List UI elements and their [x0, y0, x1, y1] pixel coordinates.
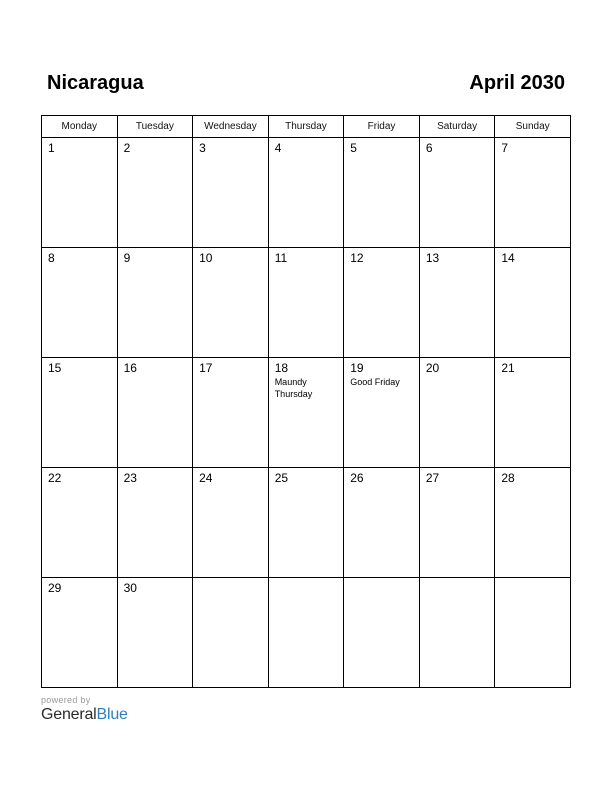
powered-by-label: powered by	[41, 695, 91, 705]
day-cell	[42, 578, 118, 688]
day-number: 4	[274, 141, 282, 155]
day-number: 24	[199, 471, 213, 485]
day-cell	[344, 248, 420, 358]
day-number: 28	[501, 471, 515, 485]
day-number: 3	[199, 141, 206, 155]
day-number: 20	[425, 361, 440, 375]
day-cell	[495, 138, 571, 248]
day-number: 14	[501, 251, 515, 265]
day-number: 27	[425, 471, 440, 485]
day-cell	[344, 138, 420, 248]
week-row	[42, 578, 571, 688]
day-number: 29	[48, 581, 62, 595]
weekday-header: Thursday	[268, 116, 344, 138]
country-title: Nicaragua	[47, 72, 144, 94]
calendar-grid	[41, 115, 571, 688]
day-number: 21	[501, 361, 515, 375]
day-number: 7	[501, 141, 509, 155]
weekday-header: Tuesday	[117, 116, 193, 138]
day-number: 9	[123, 251, 131, 265]
weekday-header: Wednesday	[193, 116, 269, 138]
day-number: 12	[350, 251, 364, 265]
footer	[41, 695, 128, 724]
day-cell	[117, 138, 193, 248]
day-cell	[495, 358, 571, 468]
day-cell	[268, 468, 344, 578]
month-year-title: April 2030	[469, 72, 565, 94]
day-cell	[495, 578, 571, 688]
brand-general: General	[41, 706, 97, 723]
day-number: 25	[274, 471, 289, 485]
day-number: 11	[274, 251, 288, 265]
day-number: 10	[199, 251, 213, 265]
day-cell	[117, 248, 193, 358]
day-number: 5	[350, 141, 357, 155]
day-number: 17	[199, 361, 213, 375]
day-number: 6	[425, 141, 433, 155]
day-number: 1	[48, 141, 55, 155]
day-cell	[419, 468, 495, 578]
day-number: 30	[123, 581, 137, 595]
weekday-header: Saturday	[419, 116, 495, 138]
day-cell	[268, 248, 344, 358]
day-number: 8	[48, 251, 55, 265]
day-cell	[193, 138, 269, 248]
day-cell	[419, 138, 495, 248]
week-row	[42, 248, 571, 358]
day-number: 23	[123, 471, 137, 485]
calendar-header	[40, 70, 571, 100]
day-cell	[344, 578, 420, 688]
day-cell	[268, 578, 344, 688]
day-cell	[495, 468, 571, 578]
day-cell	[495, 248, 571, 358]
day-cell	[42, 358, 118, 468]
day-cell	[117, 358, 193, 468]
weekday-header-row	[42, 116, 571, 138]
day-cell	[419, 578, 495, 688]
day-number: 2	[123, 141, 131, 155]
day-number: 19	[350, 361, 364, 375]
day-cell	[268, 138, 344, 248]
day-number: 26	[350, 471, 364, 485]
day-cell	[419, 248, 495, 358]
day-cell	[117, 578, 193, 688]
brand-blue: Blue	[96, 706, 128, 723]
day-cell	[42, 468, 118, 578]
day-cell	[42, 248, 118, 358]
holiday-label: Maundy Thursday	[274, 377, 313, 399]
holiday-label: Good Friday	[350, 377, 400, 387]
generalblue-logo[interactable]	[41, 706, 128, 724]
day-number: 18	[274, 361, 289, 375]
weekday-header: Friday	[344, 116, 420, 138]
week-row	[42, 138, 571, 248]
week-row	[42, 358, 571, 468]
day-cell	[42, 138, 118, 248]
day-cell	[193, 248, 269, 358]
day-cell	[419, 358, 495, 468]
weekday-header: Sunday	[495, 116, 571, 138]
day-number: 13	[425, 251, 440, 265]
day-number: 15	[48, 361, 62, 375]
day-cell	[193, 578, 269, 688]
day-cell	[344, 358, 420, 468]
day-cell	[193, 468, 269, 578]
week-row	[42, 468, 571, 578]
day-cell	[117, 468, 193, 578]
day-cell	[344, 468, 420, 578]
day-cell	[193, 358, 269, 468]
day-number: 22	[48, 471, 62, 485]
day-cell	[268, 358, 344, 468]
day-number: 16	[123, 361, 137, 375]
weekday-header: Monday	[42, 116, 118, 138]
